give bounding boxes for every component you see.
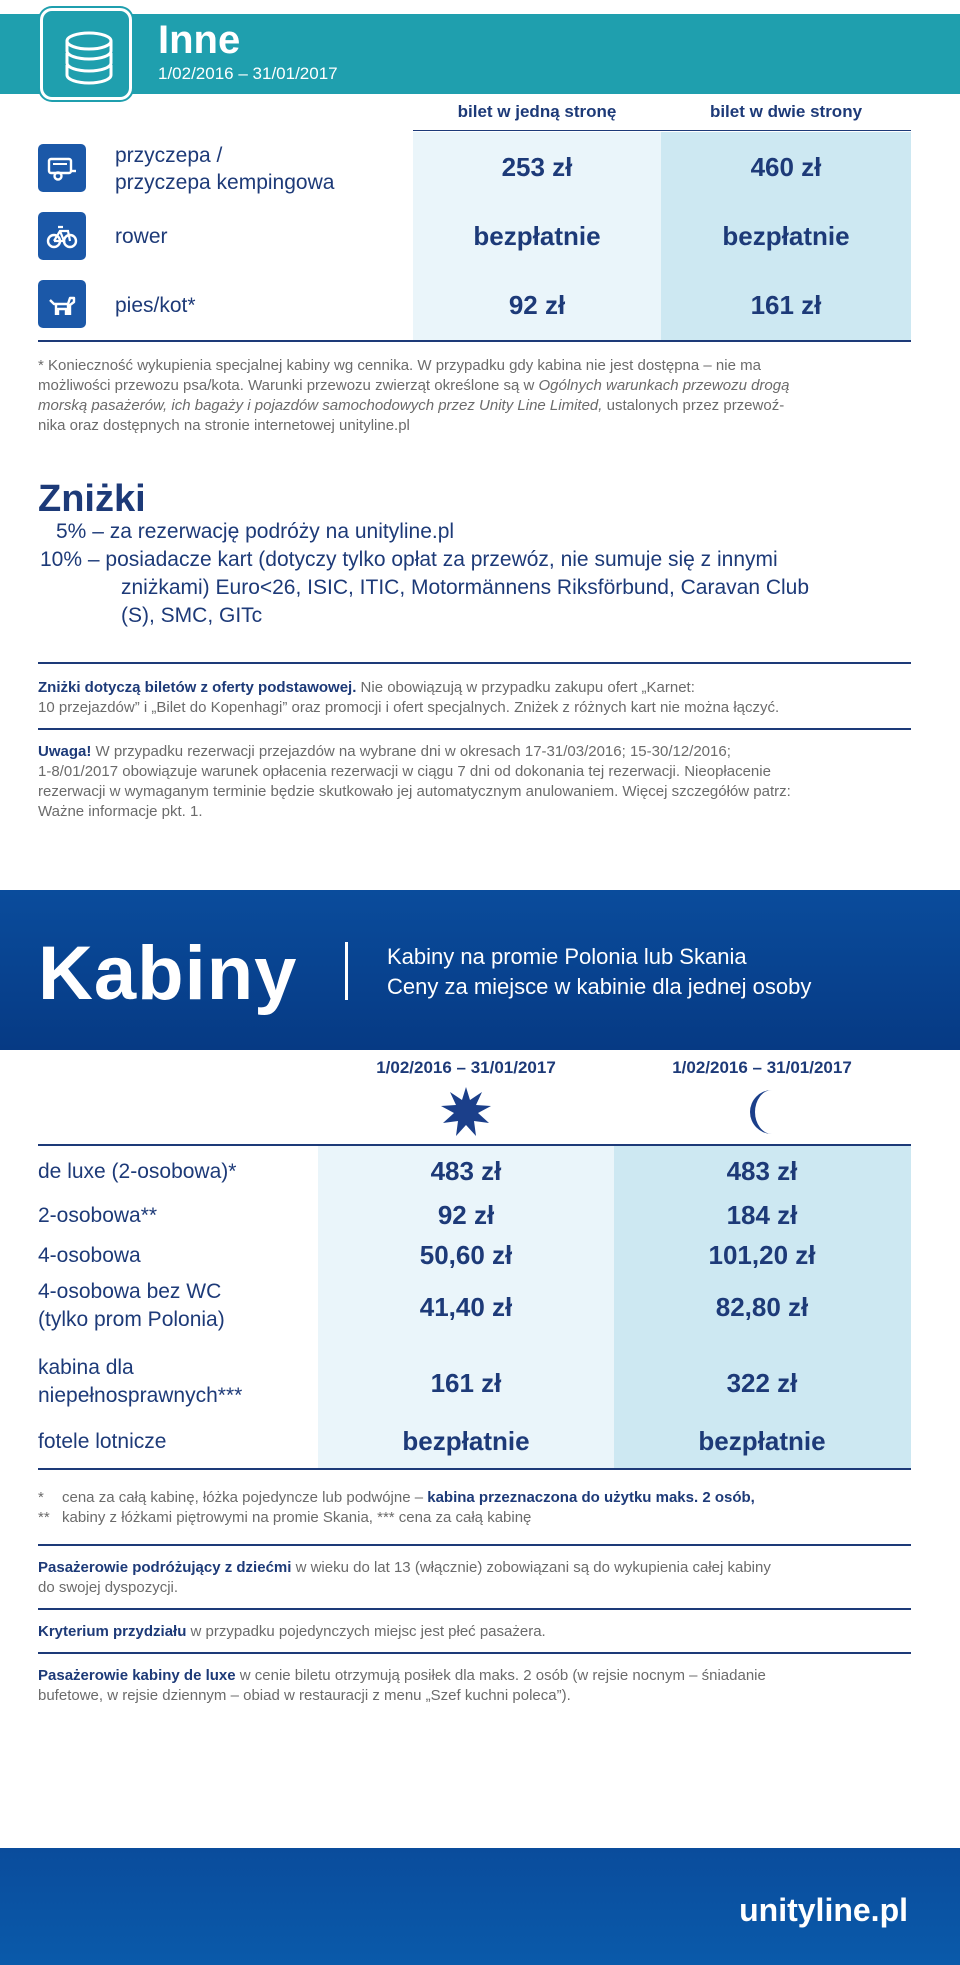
bicycle-icon bbox=[46, 220, 78, 252]
cabin-footnote-1: * cena za całą kabinę, łóżka pojedyncze lub podwójne – kabina przeznaczona do użytku maks. 2 osób, bbox=[38, 1489, 755, 1506]
cabin-row-label: 4-osobowa bbox=[38, 1244, 141, 1267]
inne-badge bbox=[40, 8, 132, 100]
cabin-row-label: fotele lotnicze bbox=[38, 1430, 167, 1453]
children-info: Pasażerowie podróżujący z dziećmi w wieku do lat 13 (włącznie) zobowiązani są do wykupienia całej kabiny do swojej dyspozycji. bbox=[38, 1559, 771, 1596]
table-top-rule bbox=[413, 130, 911, 131]
cabins-table-bottom bbox=[38, 1468, 911, 1470]
row-trailer-label: przyczepa / przyczepa kempingowa bbox=[115, 144, 335, 194]
cabin-night-price: 82,80 zł bbox=[715, 1292, 809, 1322]
cabins-header-band bbox=[0, 890, 960, 1050]
bicycle-icon-box bbox=[38, 212, 86, 260]
cabin-day-price: 483 zł bbox=[430, 1156, 502, 1186]
discounts-rule-2 bbox=[38, 728, 911, 730]
cabin-day-price: 92 zł bbox=[437, 1200, 495, 1230]
row-dog-label: pies/kot* bbox=[115, 294, 196, 317]
cabin-row-label: 4-osobowa bez WC (tylko prom Polonia) bbox=[38, 1280, 225, 1331]
cabin-row-label: de luxe (2-osobowa)* bbox=[38, 1160, 237, 1183]
cabin-rule-2 bbox=[38, 1608, 911, 1610]
dog-return-price: 161 zł bbox=[750, 290, 822, 320]
allocation-info: Kryterium przydziału w przypadku pojedynczych miejsc jest płeć pasażera. bbox=[38, 1623, 546, 1640]
cabin-rule-3 bbox=[38, 1652, 911, 1654]
trailer-icon-box bbox=[38, 144, 86, 192]
inne-title: Inne bbox=[158, 18, 241, 62]
cabin-night-price: 101,20 zł bbox=[708, 1240, 816, 1270]
sun-icon bbox=[440, 1086, 492, 1138]
cabins-separator bbox=[345, 942, 348, 1000]
dog-one-way-price: 92 zł bbox=[508, 290, 566, 320]
inne-dates: 1/02/2016 – 31/01/2017 bbox=[158, 64, 338, 83]
discounts-warning: Uwaga! W przypadku rezerwacji przejazdów na wybrane dni w okresach 17-31/03/2016; 15-30/12/2016; 1-8/01/2017 obowiązuje warunek opłacenia rezerwacji w ciągu 7 dni od dokonania tej rezerwacji. Nieopłacenie rezerwacji w wymaganym terminie będzie skutkowało jej automatycznym anulowaniem. Więcej szczegółów patrz: Ważne informacje pkt. 1. bbox=[38, 743, 791, 820]
night-column-header: 1/02/2016 – 31/01/2017 bbox=[672, 1058, 852, 1077]
cabins-table-top bbox=[38, 1144, 911, 1146]
trailer-icon bbox=[46, 152, 78, 184]
moon-icon bbox=[744, 1088, 788, 1136]
cabin-day-price: 161 zł bbox=[430, 1368, 502, 1398]
cabin-row-label: 2-osobowa** bbox=[38, 1204, 158, 1227]
discounts-title: Zniżki bbox=[38, 478, 146, 520]
trailer-return-price: 460 zł bbox=[750, 152, 822, 182]
cabin-day-price: 41,40 zł bbox=[419, 1292, 513, 1322]
discounts-rule-1 bbox=[38, 662, 911, 664]
table-bottom-rule bbox=[38, 340, 911, 342]
discounts-info: Zniżki dotyczą biletów z oferty podstawowej. Nie obowiązują w przypadku zakupu ofert „Karnet: 10 przejazdów” i „Bilet do Kopenhagi” oraz promocji i ofert specjalnych. Zniżek z różnych kart nie można łączyć. bbox=[38, 679, 780, 716]
dog-icon-box bbox=[38, 280, 86, 328]
discount-10: 10% – posiadacze kart (dotyczy tylko opłat za przewóz, nie sumuje się z innymi bbox=[40, 548, 778, 571]
cabin-night-price: 483 zł bbox=[726, 1156, 798, 1186]
deluxe-info: Pasażerowie kabiny de luxe w cenie biletu otrzymują posiłek dla maks. 2 osób (w rejsie nocnym – śniadanie bufetowe, w rejsie dziennym – obiad w restauracji z menu „Szef kuchni poleca”). bbox=[38, 1667, 766, 1704]
dog-icon bbox=[46, 288, 78, 320]
bicycle-return-price: bezpłatnie bbox=[722, 221, 850, 251]
trailer-one-way-price: 253 zł bbox=[501, 152, 573, 182]
discount-10-cont: zniżkami) Euro<26, ISIC, ITIC, Motormännens Riksförbund, Caravan Club (S), SMC, GITc bbox=[121, 576, 810, 627]
cabin-night-price: bezpłatnie bbox=[698, 1426, 826, 1456]
discount-5: 5% – za rezerwację podróży na unityline.pl bbox=[56, 520, 455, 543]
pet-note: * Konieczność wykupienia specjalnej kabiny wg cennika. W przypadku gdy kabina nie jest dostępna – nie ma możliwości przewozu psa/kota. Warunki przewozu zwierząt określone są w Ogólnych warunkach przewozu drogą morską pasażerów, ich bagaży i pojazdów samochodowych przez Unity Line Limited, ustalonych przez przewoź- nika oraz dostępnych na stronie internetowej unityline.pl bbox=[38, 357, 790, 434]
cabin-row-label: kabina dla niepełnosprawnych*** bbox=[38, 1356, 243, 1407]
cabin-night-price: 322 zł bbox=[726, 1368, 798, 1398]
cabins-subtitle-1: Kabiny na promie Polonia lub Skania bbox=[387, 944, 747, 969]
row-bicycle-label: rower bbox=[115, 225, 168, 248]
col-one-way-header: bilet w jedną stronę bbox=[457, 102, 617, 121]
cabin-day-price: 50,60 zł bbox=[419, 1240, 513, 1270]
footer-band bbox=[0, 1848, 960, 1965]
cabins-title: Kabiny bbox=[38, 931, 298, 1016]
inne-header-band bbox=[0, 14, 960, 94]
coins-icon bbox=[57, 25, 121, 89]
cabin-night-price: 184 zł bbox=[726, 1200, 798, 1230]
cabin-footnote-2: ** kabiny z łóżkami piętrowymi na promie Skania, *** cena za całą kabinę bbox=[38, 1509, 532, 1526]
col-return-header: bilet w dwie strony bbox=[709, 102, 863, 121]
cabin-day-price: bezpłatnie bbox=[402, 1426, 530, 1456]
footer-url-link[interactable]: unityline.pl bbox=[739, 1892, 908, 1928]
bicycle-one-way-price: bezpłatnie bbox=[473, 221, 601, 251]
cabin-rule-1 bbox=[38, 1544, 911, 1546]
day-column-header: 1/02/2016 – 31/01/2017 bbox=[376, 1058, 556, 1077]
cabins-subtitle-2: Ceny za miejsce w kabinie dla jednej osoby bbox=[387, 974, 812, 999]
